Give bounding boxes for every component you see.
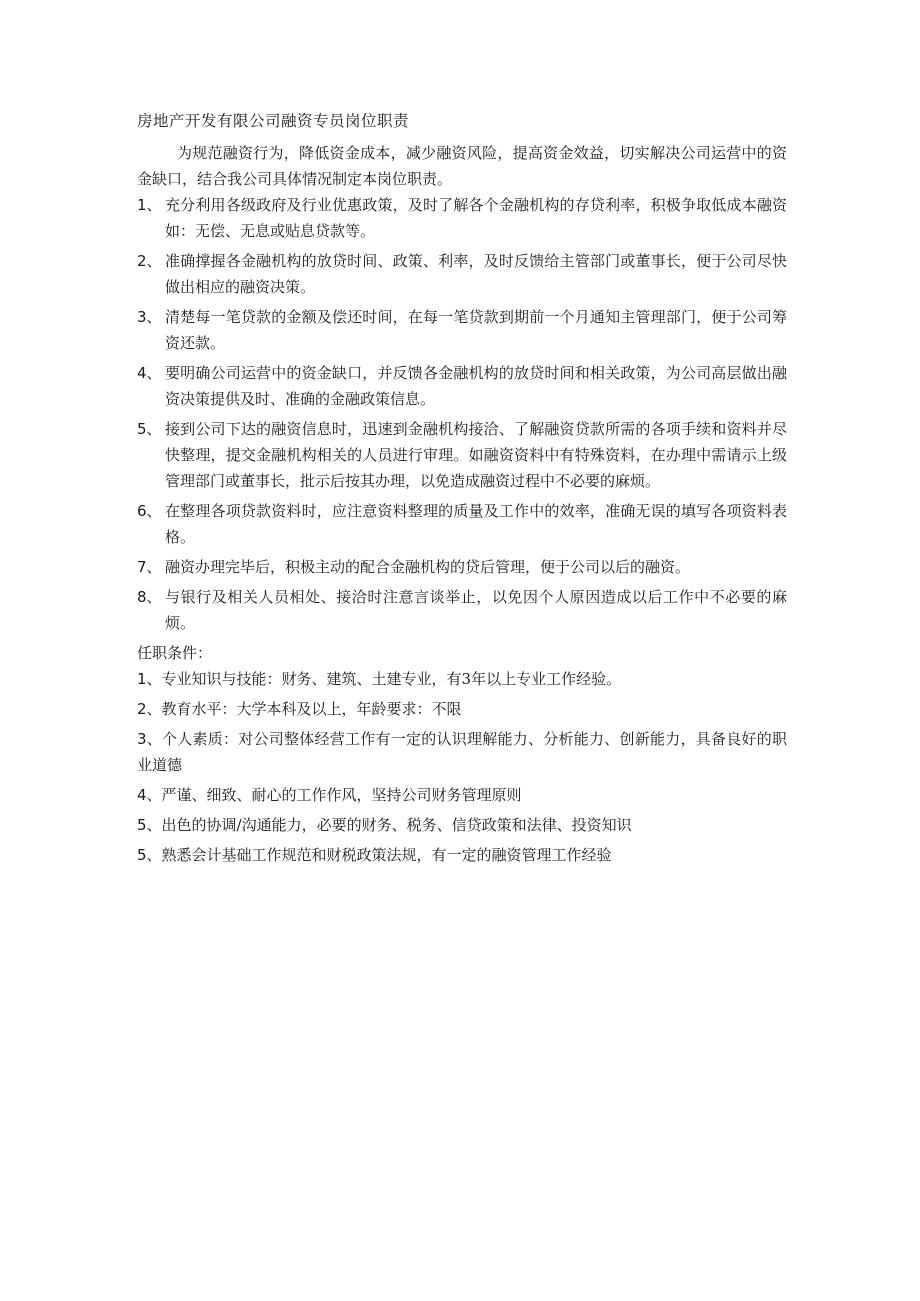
duty-number: 1、 xyxy=(137,196,162,214)
duty-text: 要明确公司运营中的资金缺口，并反馈各金融机构的放贷时间和相关政策，为公司高层做出融资决策提供及时、准确的金融政策信息。 xyxy=(165,364,787,408)
requirement-number: 5、 xyxy=(137,846,162,864)
duty-number: 4、 xyxy=(137,364,162,382)
duty-text: 在整理各项贷款资料时，应注意资料整理的质量及工作中的效率，准确无误的填写各项资料表格。 xyxy=(165,502,787,546)
requirement-text: 严谨、细致、耐心的工作作风，坚持公司财务管理原则 xyxy=(161,786,522,804)
duty-item xyxy=(137,304,787,356)
duty-number: 7、 xyxy=(137,558,162,576)
requirement-text: 个人素质：对公司整体经营工作有一定的认识理解能力、分析能力、创新能力，具备良好的职业道德 xyxy=(137,730,787,774)
requirement-item xyxy=(137,696,787,722)
duty-text: 融资办理完毕后，积极主动的配合金融机构的贷后管理，便于公司以后的融资。 xyxy=(165,558,691,576)
requirement-number: 3、 xyxy=(137,730,163,748)
requirement-number: 5、 xyxy=(137,816,162,834)
duty-number: 8、 xyxy=(137,588,162,606)
duty-item xyxy=(137,360,787,412)
requirement-text: 专业知识与技能：财务、建筑、土建专业，有3年以上专业工作经验。 xyxy=(161,670,622,688)
duty-number: 3、 xyxy=(137,308,162,326)
requirements-heading: 任职条件： xyxy=(137,644,213,662)
requirement-number: 2、 xyxy=(137,700,162,718)
duty-item xyxy=(137,554,787,580)
duty-number: 5、 xyxy=(137,420,162,438)
duties-list xyxy=(137,192,787,636)
duty-text: 准确撑握各金融机构的放贷时间、政策、利率，及时反馈给主管部门或董事长，便于公司尽快做出相应的融资决策。 xyxy=(165,252,787,296)
requirement-text: 教育水平：大学本科及以上，年龄要求：不限 xyxy=(161,700,462,718)
requirement-item xyxy=(137,782,787,808)
duty-number: 2、 xyxy=(137,252,162,270)
intro-paragraph: 为规范融资行为，降低资金成本，减少融资风险，提高资金效益，切实解决公司运营中的资金缺口，结合我公司具体情况制定本岗位职责。 xyxy=(137,144,787,188)
duty-item xyxy=(137,584,787,636)
duty-text: 与银行及相关人员相处、接洽时注意言谈举止，以免因个人原因造成以后工作中不必要的麻烦。 xyxy=(165,588,787,632)
document-page xyxy=(137,108,787,872)
requirement-item xyxy=(137,726,787,778)
requirement-item xyxy=(137,666,787,692)
requirement-item xyxy=(137,812,787,838)
duty-item xyxy=(137,498,787,550)
duty-item xyxy=(137,192,787,244)
duty-text: 清楚每一笔贷款的金额及偿还时间，在每一笔贷款到期前一个月通知主管理部门，便于公司筹资还款。 xyxy=(165,308,787,352)
duty-text: 充分利用各级政府及行业优惠政策，及时了解各个金融机构的存贷利率，积极争取低成本融资如：无偿、无息或贴息贷款等。 xyxy=(165,196,787,240)
document-title: 房地产开发有限公司融资专员岗位职责 xyxy=(137,112,410,130)
requirement-item xyxy=(137,842,787,868)
requirement-text: 熟悉会计基础工作规范和财税政策法规，有一定的融资管理工作经验 xyxy=(161,846,612,864)
requirement-text: 出色的协调/沟通能力，必要的财务、税务、信贷政策和法律、投资知识 xyxy=(161,816,632,834)
duty-item xyxy=(137,248,787,300)
duty-item xyxy=(137,416,787,494)
requirement-number: 4、 xyxy=(137,786,162,804)
duty-number: 6、 xyxy=(137,502,162,520)
requirements-list xyxy=(137,666,787,868)
duty-text: 接到公司下达的融资信息时，迅速到金融机构接洽、了解融资贷款所需的各项手续和资料并尽快整理，提交金融机构相关的人员进行审理。如融资资料中有特殊资料，在办理中需请示上级管理部门或董事长，批示后按其办理，以免造成融资过程中不必要的麻烦。 xyxy=(165,420,787,490)
requirement-number: 1、 xyxy=(137,670,162,688)
